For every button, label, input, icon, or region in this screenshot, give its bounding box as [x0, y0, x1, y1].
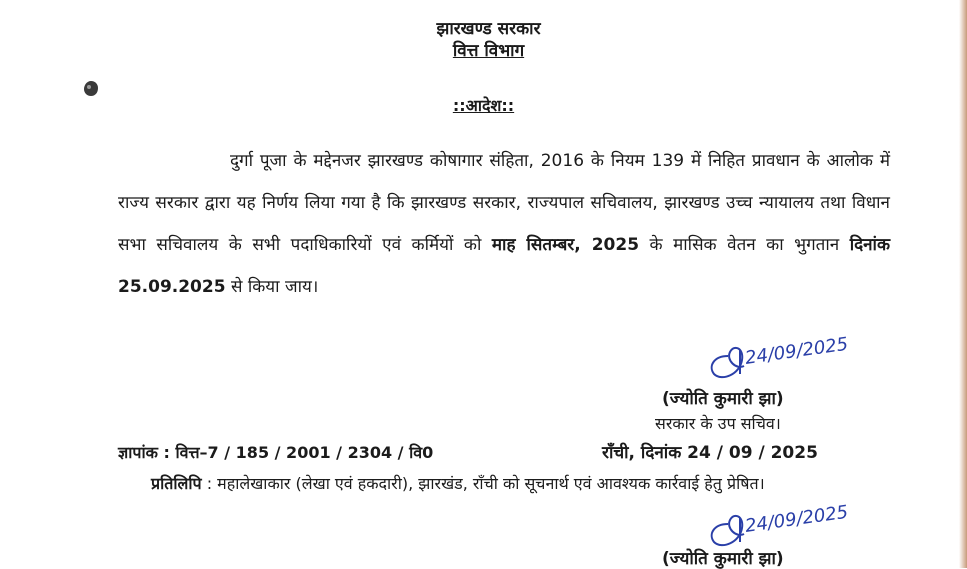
body-text-1: दुर्गा पूजा के मद्देनजर झारखण्ड कोषागार संहिता, 2016 के नियम 139 में निहित प्रावधान के आलोक में राज्य सरकार द्वारा यह निर्णय लिया गया है कि झारखण्ड सरकार, राज्यपाल सचिवालय, झारखण्ड उच्च न्यायालय तथा विधान सभा सचिवालय के सभी पदाधिकारियों एवं कर्मियों को [118, 151, 890, 255]
memo-number: ज्ञापांक : वित्त–7 / 185 / 2001 / 2304 / वि0 [118, 443, 434, 462]
page-edge [959, 0, 967, 568]
signature-date-1: 24/09/2025 [743, 333, 850, 369]
signatory-designation: सरकार के उप सचिव। [655, 414, 781, 433]
body-text-2: के मासिक वेतन का भुगतान [649, 235, 840, 255]
copy-to [118, 470, 900, 498]
order-body [118, 140, 890, 308]
department-name: वित्त विभाग [452, 41, 525, 61]
copy-text: : महालेखाकार (लेखा एवं हकदारी), झारखंड, राँची को सूचनार्थ एवं आवश्यक कार्रवाई हेतु प्रेषित। [206, 474, 765, 493]
signature-date-2: 24/09/2025 [743, 501, 850, 537]
government-name: झारखण्ड सरकार [436, 19, 541, 39]
copy-label: प्रतिलिपि [151, 474, 202, 493]
order-title [0, 94, 967, 116]
handwritten-signature-2 [700, 498, 900, 553]
order-paragraph [118, 140, 890, 308]
salary-month: माह सितम्बर, 2025 [491, 235, 640, 255]
letterhead [0, 18, 967, 62]
handwritten-signature-1 [700, 330, 900, 385]
body-text-3: से किया जाय। [230, 277, 319, 297]
place-and-date: राँची, दिनांक 24 / 09 / 2025 [602, 443, 818, 463]
signatory-name: (ज्योति कुमारी झा) [662, 389, 784, 409]
payment-date: दिनांक 25.09.2025 [118, 235, 891, 297]
order-title-text: ::आदेश:: [452, 96, 515, 115]
signatory-name-2: (ज्योति कुमारी झा) [662, 549, 784, 569]
